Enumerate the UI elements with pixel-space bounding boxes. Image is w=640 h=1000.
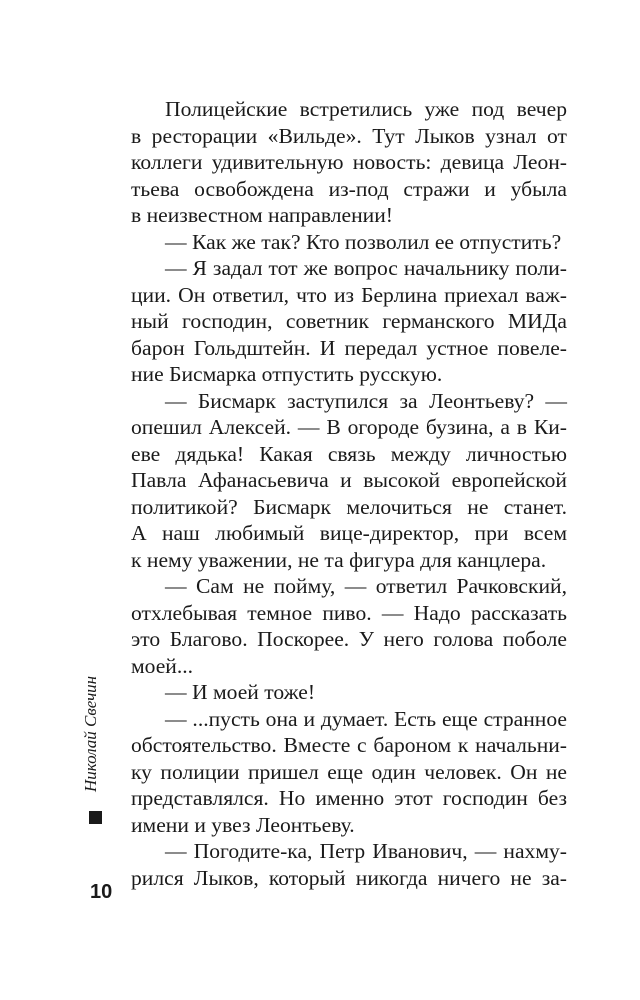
text-line: в неизвестном направлении!: [131, 203, 393, 227]
body-text: [131, 96, 567, 891]
text-line: отхлебывая темное пиво. — Надо рассказать: [131, 600, 567, 625]
text-line: коллеги удивительную новость: девица Леон-: [131, 150, 567, 174]
text-line: А наш любимый вице-директор, при всем: [131, 521, 567, 545]
text-line: — Погодите-ка, Петр Иванович, — нахму-: [165, 839, 567, 863]
running-head-square-mark: [89, 811, 102, 824]
text-line: ции. Он ответил, что из Берлина приехал важ-: [131, 282, 567, 307]
text-line: — Бисмарк заступился за Леонтьеву? —: [165, 388, 567, 413]
text-line: еве дядька! Какая связь между личностью: [131, 441, 567, 466]
text-line: — И моей тоже!: [165, 680, 316, 704]
text-line: — Я задал тот же вопрос начальнику поли-: [165, 256, 567, 280]
text-line: ние Бисмарка отпустить русскую.: [131, 362, 443, 386]
running-head: Николай Свечин: [81, 675, 100, 792]
text-line: Павла Афанасьевича и высокой европейской: [131, 468, 567, 492]
page-number: 10: [90, 881, 113, 903]
text-line: тьева освобождена из-под стражи и убыла: [131, 176, 567, 201]
text-line: к нему уважении, не та фигура для канцлера.: [131, 547, 547, 572]
text-line: — Как же так? Кто позволил ее отпустить?: [165, 229, 562, 254]
text-line: ный господин, советник германского МИДа: [131, 309, 567, 333]
text-line: в ресторации «Вильде». Тут Лыков узнал от: [131, 123, 567, 148]
text-line: — ...пусть она и думает. Есть еще странное: [165, 706, 567, 731]
text-line: опешил Алексей. — В огороде бузина, а в Ки-: [131, 415, 567, 439]
text-line: Полицейские встретились уже под вечер: [165, 97, 567, 121]
text-line: рился Лыков, который никогда ничего не за-: [131, 865, 567, 890]
text-line: представлялся. Но именно этот господин без: [131, 786, 567, 810]
text-line: ку полиции пришел еще один человек. Он не: [131, 759, 567, 784]
text-line: барон Гольдштейн. И передал устное повеле-: [131, 335, 567, 360]
text-line: имени и увез Леонтьеву.: [131, 812, 355, 837]
text-line: — Сам не пойму, — ответил Рачковский,: [165, 574, 567, 598]
text-line: это Благово. Поскорее. У него голова поболе: [131, 627, 567, 651]
text-line: обстоятельство. Вместе с бароном к начальни-: [131, 733, 567, 757]
text-line: политикой? Бисмарк мелочиться не станет.: [131, 494, 567, 519]
text-line: моей...: [131, 653, 194, 678]
